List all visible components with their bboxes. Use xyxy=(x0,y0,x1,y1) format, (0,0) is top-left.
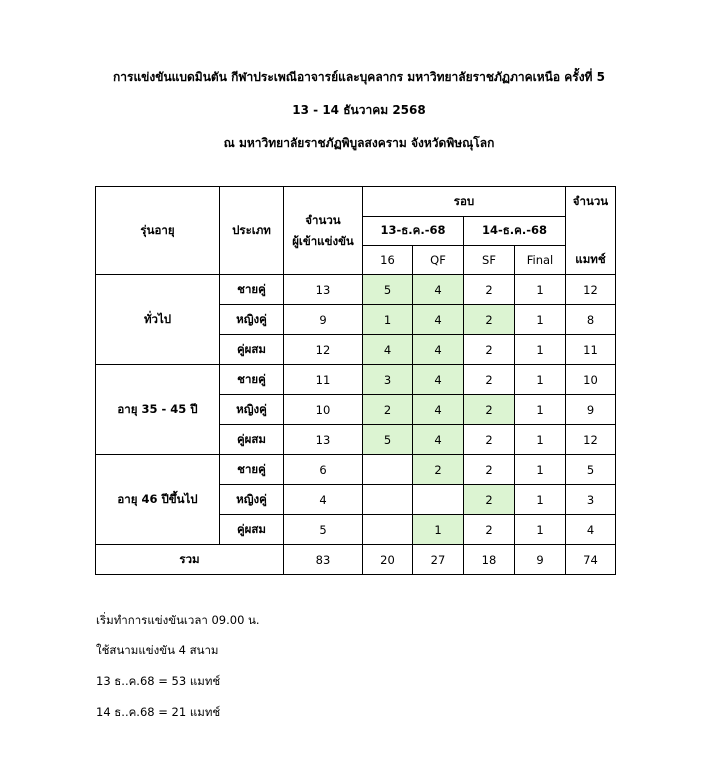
header-age: รุ่นอายุ xyxy=(96,187,220,275)
type-cell: คู่ผสม xyxy=(220,515,284,545)
sf-cell: 2 xyxy=(464,515,515,545)
qf-cell: 4 xyxy=(413,335,464,365)
header-r16: 16 xyxy=(363,246,413,275)
total-qf-cell: 27 xyxy=(413,545,464,575)
sf-cell: 2 xyxy=(464,455,515,485)
header-date-1: 13-ธ.ค.-68 xyxy=(363,217,464,246)
header-sf: SF xyxy=(464,246,515,275)
final-cell: 1 xyxy=(515,305,566,335)
final-cell: 1 xyxy=(515,395,566,425)
qf-cell: 4 xyxy=(413,425,464,455)
type-cell: คู่ผสม xyxy=(220,425,284,455)
matches-cell: 12 xyxy=(566,425,616,455)
qf-cell xyxy=(413,485,464,515)
sf-cell: 2 xyxy=(464,305,515,335)
r16-cell: 2 xyxy=(363,395,413,425)
total-label: รวม xyxy=(96,545,284,575)
final-cell: 1 xyxy=(515,455,566,485)
sf-cell: 2 xyxy=(464,425,515,455)
participants-cell: 9 xyxy=(284,305,363,335)
participants-cell: 10 xyxy=(284,395,363,425)
matches-cell: 11 xyxy=(566,335,616,365)
r16-cell xyxy=(363,455,413,485)
type-cell: ชายคู่ xyxy=(220,275,284,305)
header-count-bottom: แมทช์ xyxy=(566,246,616,275)
participants-cell: 6 xyxy=(284,455,363,485)
total-participants-cell: 83 xyxy=(284,545,363,575)
participants-cell: 13 xyxy=(284,425,363,455)
table-row xyxy=(96,275,616,305)
r16-cell xyxy=(363,485,413,515)
participants-cell: 4 xyxy=(284,485,363,515)
type-cell: หญิงคู่ xyxy=(220,395,284,425)
title-line-2: 13 - 14 ธันวาคม 2568 xyxy=(292,103,426,117)
r16-cell: 5 xyxy=(363,425,413,455)
age-group-cell: อายุ 46 ปีขึ้นไป xyxy=(96,455,220,545)
participants-cell: 13 xyxy=(284,275,363,305)
header-qf: QF xyxy=(413,246,464,275)
matches-cell: 12 xyxy=(566,275,616,305)
table-row xyxy=(96,365,616,395)
header-count-top: จำนวน xyxy=(566,187,616,217)
r16-cell: 3 xyxy=(363,365,413,395)
participants-cell: 11 xyxy=(284,365,363,395)
qf-cell: 4 xyxy=(413,395,464,425)
type-cell: ชายคู่ xyxy=(220,455,284,485)
header-participants: จำนวน ผู้เข้าแข่งขัน xyxy=(284,187,363,275)
sf-cell: 2 xyxy=(464,395,515,425)
final-cell: 1 xyxy=(515,515,566,545)
final-cell: 1 xyxy=(515,365,566,395)
r16-cell xyxy=(363,515,413,545)
type-cell: ชายคู่ xyxy=(220,365,284,395)
header-final: Final xyxy=(515,246,566,275)
final-cell: 1 xyxy=(515,485,566,515)
note-start-time: เริ่มทำการแข่งขันเวลา 09.00 น. xyxy=(96,613,260,627)
sf-cell: 2 xyxy=(464,275,515,305)
header-type: ประเภท xyxy=(220,187,284,275)
matches-cell: 3 xyxy=(566,485,616,515)
title-line-1: การแข่งขันแบดมินตัน กีฬาประเพณีอาจารย์และบุคลากร มหาวิทยาลัยราชภัฏภาคเหนือ ครั้งที่ 5 xyxy=(113,70,605,84)
type-cell: คู่ผสม xyxy=(220,335,284,365)
type-cell: หญิงคู่ xyxy=(220,485,284,515)
final-cell: 1 xyxy=(515,275,566,305)
matches-cell: 4 xyxy=(566,515,616,545)
total-final-cell: 9 xyxy=(515,545,566,575)
matches-cell: 9 xyxy=(566,395,616,425)
qf-cell: 1 xyxy=(413,515,464,545)
matches-cell: 5 xyxy=(566,455,616,485)
schedule-table xyxy=(95,186,616,575)
qf-cell: 4 xyxy=(413,305,464,335)
note-day1-matches: 13 ธ..ค.68 = 53 แมทช์ xyxy=(96,674,221,688)
total-row xyxy=(96,545,616,575)
header-round: รอบ xyxy=(363,187,566,217)
age-group-cell: ทั่วไป xyxy=(96,275,220,365)
type-cell: หญิงคู่ xyxy=(220,305,284,335)
r16-cell: 4 xyxy=(363,335,413,365)
note-courts: ใช้สนามแข่งขัน 4 สนาม xyxy=(96,643,219,657)
sf-cell: 2 xyxy=(464,485,515,515)
final-cell: 1 xyxy=(515,335,566,365)
title-line-3: ณ มหาวิทยาลัยราชภัฏพิบูลสงคราม จังหวัดพิษณุโลก xyxy=(223,136,495,150)
qf-cell: 2 xyxy=(413,455,464,485)
total-r16-cell: 20 xyxy=(363,545,413,575)
qf-cell: 4 xyxy=(413,275,464,305)
note-day2-matches: 14 ธ..ค.68 = 21 แมทช์ xyxy=(96,705,221,719)
header-date-2: 14-ธ.ค.-68 xyxy=(464,217,566,246)
final-cell: 1 xyxy=(515,425,566,455)
age-group-cell: อายุ 35 - 45 ปี xyxy=(96,365,220,455)
matches-cell: 8 xyxy=(566,305,616,335)
matches-cell: 10 xyxy=(566,365,616,395)
participants-cell: 12 xyxy=(284,335,363,365)
qf-cell: 4 xyxy=(413,365,464,395)
sf-cell: 2 xyxy=(464,365,515,395)
total-sf-cell: 18 xyxy=(464,545,515,575)
r16-cell: 1 xyxy=(363,305,413,335)
table-row xyxy=(96,455,616,485)
participants-cell: 5 xyxy=(284,515,363,545)
sf-cell: 2 xyxy=(464,335,515,365)
r16-cell: 5 xyxy=(363,275,413,305)
total-matches-cell: 74 xyxy=(566,545,616,575)
